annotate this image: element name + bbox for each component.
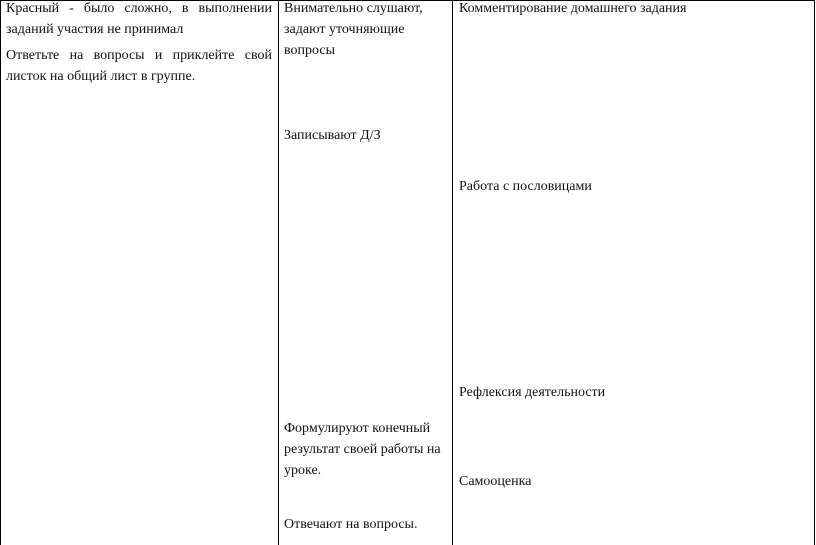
- col3-item-2: Работа с пословицами: [459, 179, 592, 194]
- col1-paragraph-2: Ответьте на вопросы и приклейте свой листок на общий лист в группе.: [6, 48, 272, 84]
- column-divider-2: [452, 0, 453, 545]
- col3-item-1: Комментирование домашнего задания: [459, 1, 687, 16]
- col2-item-1: Внимательно слушают, задают уточняющие вопросы: [284, 1, 423, 58]
- col2-item-2: Записывают Д/З: [284, 128, 381, 143]
- col2-item-3: Формулируют конечный результат своей работы на уроке.: [284, 421, 441, 478]
- col1-paragraph-1: Красный - было сложно, в выполнении заданий участия не принимал: [6, 1, 272, 37]
- col3-item-4: Самооценка: [459, 474, 532, 489]
- column-divider-1: [278, 0, 279, 545]
- col2-item-4: Отвечают на вопросы.: [284, 517, 418, 532]
- col3-item-3: Рефлексия деятельности: [459, 385, 606, 400]
